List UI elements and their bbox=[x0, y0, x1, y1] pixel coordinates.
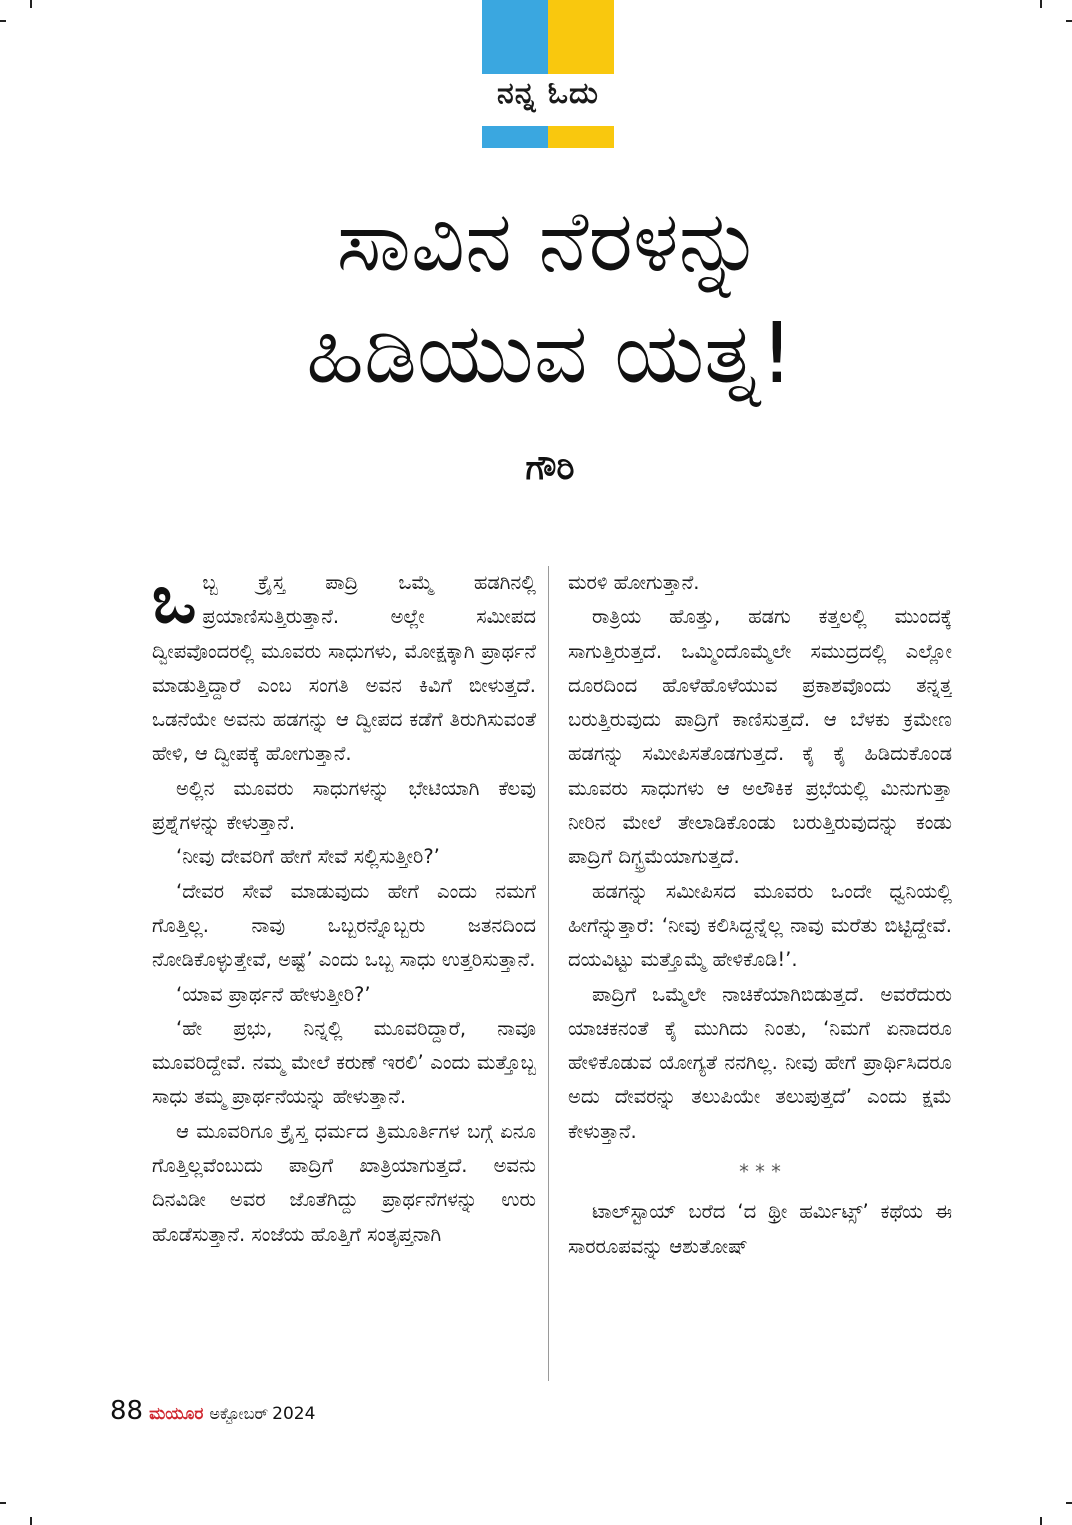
body-paragraph: ‘ಹೇ ಪ್ರಭು, ನಿನ್ನಲ್ಲಿ ಮೂವರಿದ್ದಾರೆ, ನಾವೂ ಮೂವರಿದ್ದೇವೆ. ನಮ್ಮ ಮೇಲೆ ಕರುಣೆ ಇರಲಿ’ ಎಂದು ಮತ್ತೊಬ್ಬ ಸಾಧು ತಮ್ಮ ಪ್ರಾರ್ಥನೆಯನ್ನು ಹೇಳುತ್ತಾನೆ. bbox=[152, 1016, 536, 1109]
body-paragraph-1 bbox=[152, 566, 536, 772]
body-paragraph: ಆ ಮೂವರಿಗೂ ಕ್ರೈಸ್ತ ಧರ್ಮದ ತ್ರಿಮೂರ್ತಿಗಳ ಬಗ್ಗೆ ಏನೂ ಗೊತ್ತಿಲ್ಲವೆಂಬುದು ಪಾದ್ರಿಗೆ ಖಾತ್ರಿಯಾಗುತ್ತದೆ. ಅವನು ದಿನವಿಡೀ ಅವರ ಜೊತೆಗಿದ್ದು ಪ್ರಾರ್ಥನೆಗಳನ್ನು ಉರು ಹೊಡೆಸುತ್ತಾನೆ. ಸಂಜೆಯ ಹೊತ್ತಿಗೆ ಸಂತೃಪ್ತನಾಗಿ bbox=[152, 1119, 536, 1246]
page-footer bbox=[110, 1396, 315, 1432]
body-paragraph: ಟಾಲ್‌ಸ್ಟಾಯ್ ಬರೆದ ‘ದ ಥ್ರೀ ಹರ್ಮಿಟ್ಸ್’ ಕಥೆಯ ಈ ಸಾರರೂಪವನ್ನು ಆಶುತೋಷ್ bbox=[568, 1200, 952, 1258]
crop-mark-top-right-v bbox=[1040, 0, 1042, 8]
drop-cap: ಒ bbox=[152, 566, 197, 638]
section-logo-label: ನನ್ನ ಓದು bbox=[497, 76, 599, 111]
crop-mark-bottom-left-v bbox=[30, 1517, 32, 1525]
right-column bbox=[568, 566, 952, 1381]
crop-mark-bottom-left bbox=[0, 1502, 6, 1504]
article-title bbox=[150, 185, 950, 409]
continuation-text: ಮರಳಿ ಹೋಗುತ್ತಾನೆ. bbox=[568, 571, 700, 594]
first-paragraph-text: ಬ್ಬ ಕ್ರೈಸ್ತ ಪಾದ್ರಿ ಒಮ್ಮೆ ಹಡಗಿನಲ್ಲಿ ಪ್ರಯಾಣಿಸುತ್ತಿರುತ್ತಾನೆ. ಅಲ್ಲೇ ಸಮೀಪದ ದ್ವೀಪವೊಂದರಲ್ಲಿ ಮೂವರು ಸಾಧುಗಳು, ಮೋಕ್ಷಕ್ಕಾಗಿ ಪ್ರಾರ್ಥನೆ ಮಾಡುತ್ತಿದ್ದಾರೆ ಎಂಬ ಸಂಗತಿ ಅವನ ಕಿವಿಗೆ ಬೀಳುತ್ತದೆ. ಒಡನೆಯೇ ಅವನು ಹಡಗನ್ನು ಆ ದ್ವೀಪದ ಕಡೆಗೆ ತಿರುಗಿಸುವಂತೆ ಹೇಳಿ, ಆ ದ್ವೀಪಕ್ಕೆ ಹೋಗುತ್ತಾನೆ. bbox=[152, 571, 536, 766]
magazine-name: ಮಯೂರ bbox=[149, 1404, 204, 1424]
body-paragraph: ‘ನೀವು ದೇವರಿಗೆ ಹೇಗೆ ಸೇವೆ ಸಲ್ಲಿಸುತ್ತೀರಿ?’ bbox=[176, 845, 440, 869]
body-paragraph: ರಾತ್ರಿಯ ಹೊತ್ತು, ಹಡಗು ಕತ್ತಲಲ್ಲಿ ಮುಂದಕ್ಕೆ ಸಾಗುತ್ತಿರುತ್ತದೆ. ಒಮ್ಮಿಂದೊಮ್ಮೆಲೇ ಸಮುದ್ರದಲ್ಲಿ ಎಲ್ಲೋ ದೂರದಿಂದ ಹೊಳೆಹೊಳೆಯುವ ಪ್ರಕಾಶವೊಂದು ತನ್ನತ್ತ ಬರುತ್ತಿರುವುದು ಪಾದ್ರಿಗೆ ಕಾಣಿಸುತ್ತದೆ. ಆ ಬೆಳಕು ಕ್ರಮೇಣ ಹಡಗನ್ನು ಸಮೀಪಿಸತೊಡಗುತ್ತದೆ. ಕೈ ಕೈ ಹಿಡಿದುಕೊಂಡ ಮೂವರು ಸಾಧುಗಳು ಆ ಅಲೌಕಿಕ ಪ್ರಭೆಯಲ್ಲಿ ಮಿನುಗುತ್ತಾ ನೀರಿನ ಮೇಲೆ ತೇಲಾಡಿಕೊಂಡು ಬರುತ್ತಿರುವುದನ್ನು ಕಂಡು ಪಾದ್ರಿಗೆ ದಿಗ್ಭ್ರಮೆಯಾಗುತ್ತದೆ. bbox=[568, 605, 952, 869]
issue-month: ಅಕ್ಟೋಬರ್ bbox=[209, 1404, 269, 1423]
body-paragraph: ‘ದೇವರ ಸೇವೆ ಮಾಡುವುದು ಹೇಗೆ ಎಂದು ನಮಗೆ ಗೊತ್ತಿಲ್ಲ. ನಾವು ಒಬ್ಬರನ್ನೊಬ್ಬರು ಜತನದಿಂದ ನೋಡಿಕೊಳ್ಳುತ್ತೇವೆ, ಅಷ್ಟೆ’ ಎಂದು ಒಬ್ಬ ಸಾಧು ಉತ್ತರಿಸುತ್ತಾನೆ. bbox=[152, 879, 536, 972]
issue-year: 2024 bbox=[272, 1404, 316, 1424]
left-column bbox=[152, 566, 536, 1381]
body-paragraph: ಹಡಗನ್ನು ಸಮೀಪಿಸದ ಮೂವರು ಒಂದೇ ಧ್ವನಿಯಲ್ಲಿ ಹೀಗೆನ್ನುತ್ತಾರೆ: ‘ನೀವು ಕಲಿಸಿದ್ದನ್ನೆಲ್ಲ ನಾವು ಮರೆತು ಬಿಟ್ಟಿದ್ದೇವೆ. ದಯವಿಟ್ಟು ಮತ್ತೊಮ್ಮೆ ಹೇಳಿಕೊಡಿ!’. bbox=[568, 879, 952, 972]
crop-mark-top-left bbox=[0, 20, 6, 22]
crop-mark-top-left-v bbox=[30, 0, 32, 8]
section-logo bbox=[482, 0, 614, 148]
author-byline: ಗೌರಿ bbox=[525, 448, 575, 488]
crop-mark-bottom-right-v bbox=[1040, 1517, 1042, 1525]
section-separator: * * * bbox=[739, 1160, 781, 1184]
column-divider bbox=[548, 566, 549, 1381]
body-paragraph: ಅಲ್ಲಿನ ಮೂವರು ಸಾಧುಗಳನ್ನು ಭೇಟಿಯಾಗಿ ಕೆಲವು ಪ್ರಶ್ನೆಗಳನ್ನು ಕೇಳುತ್ತಾನೆ. bbox=[152, 776, 536, 835]
page-number: 88 bbox=[110, 1396, 144, 1426]
title-line-2: ಹಿಡಿಯುವ ಯತ್ನ! bbox=[306, 304, 794, 402]
body-paragraph: ಪಾದ್ರಿಗೆ ಒಮ್ಮೆಲೇ ನಾಚಿಕೆಯಾಗಿಬಿಡುತ್ತದೆ. ಅವರೆದುರು ಯಾಚಕನಂತೆ ಕೈ ಮುಗಿದು ನಿಂತು, ‘ನಿಮಗೆ ಏನಾದರೂ ಹೇಳಿಕೊಡುವ ಯೋಗ್ಯತೆ ನನಗಿಲ್ಲ. ನೀವು ಹೇಗೆ ಪ್ರಾರ್ಥಿಸಿದರೂ ಅದು ದೇವರನ್ನು ತಲುಪಿಯೇ ತಲುಪುತ್ತದೆ’ ಎಂದು ಕ್ಷಮೆ ಕೇಳುತ್ತಾನೆ. bbox=[568, 982, 952, 1143]
crop-mark-bottom-right bbox=[1066, 1502, 1072, 1504]
title-line-1: ಸಾವಿನ ನೆರಳನ್ನು bbox=[336, 192, 764, 290]
crop-mark-top-right bbox=[1066, 20, 1072, 22]
body-paragraph: ‘ಯಾವ ಪ್ರಾರ್ಥನೆ ಹೇಳುತ್ತೀರಿ?’ bbox=[176, 982, 371, 1006]
